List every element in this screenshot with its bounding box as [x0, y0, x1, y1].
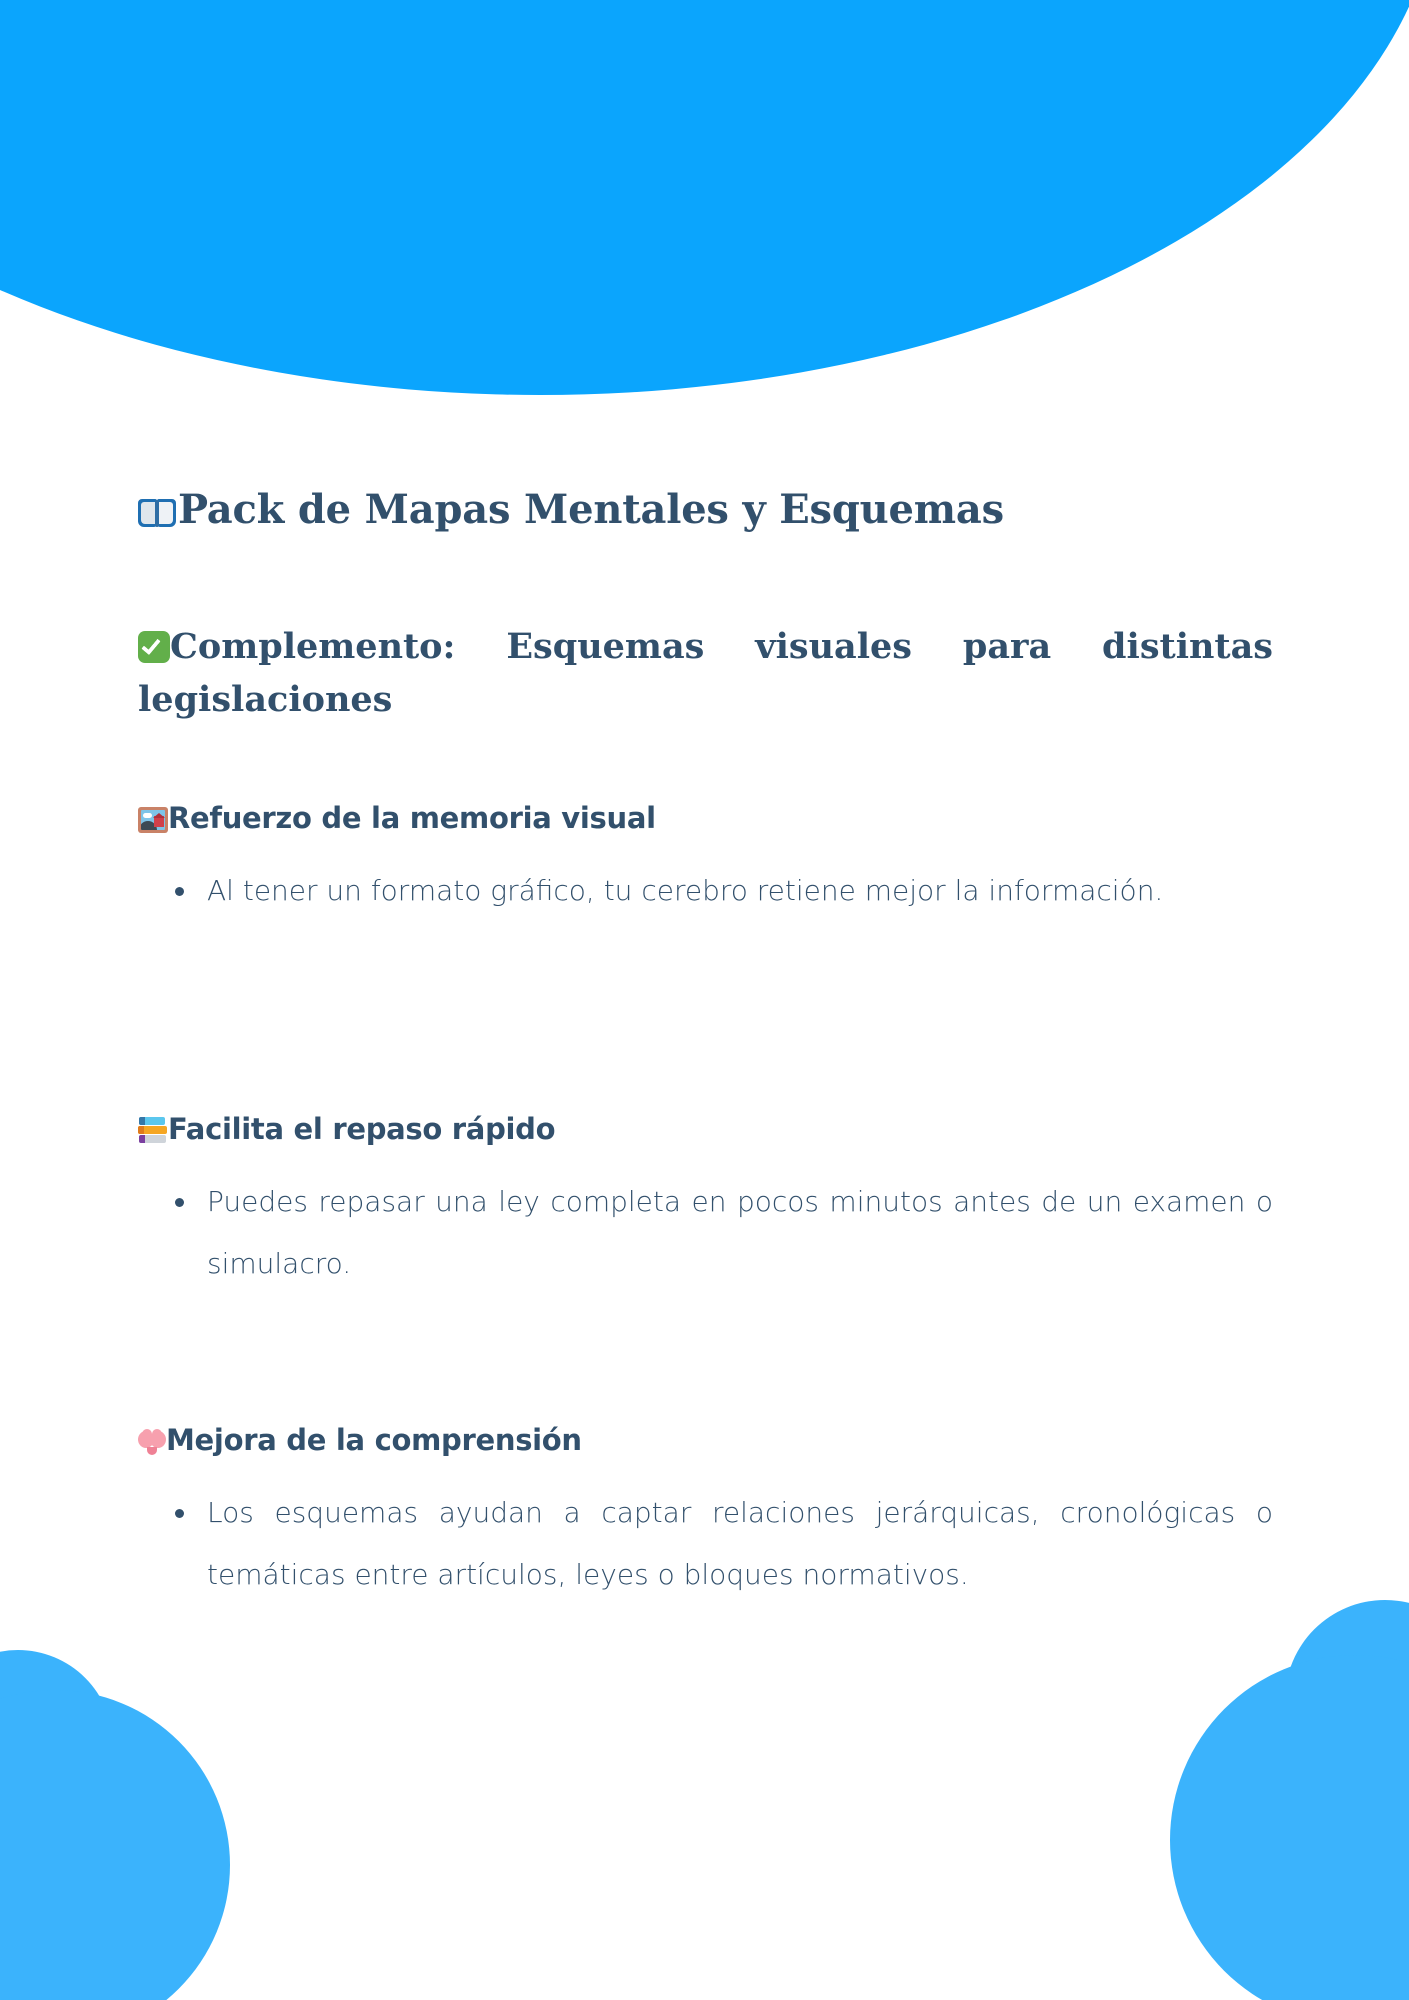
open-book-icon: [138, 498, 176, 528]
list-item: Al tener un formato gráfico, tu cerebro retiene mejor la información.: [138, 860, 1273, 922]
bullet-list: [138, 860, 1273, 922]
white-check-mark-icon: [138, 631, 170, 663]
section-heading: [138, 1111, 1273, 1147]
bullet-list: [138, 1171, 1273, 1294]
list-item: Los esquemas ayudan a captar relaciones jerárquicas, cronológicas o temáticas entre artículos, leyes o bloques normativos.: [138, 1482, 1273, 1605]
section-facilita-repaso-rapido: [138, 1111, 1273, 1294]
list-item: Puedes repasar una ley completa en pocos minutos antes de un examen o simulacro.: [138, 1171, 1273, 1294]
section-mejora-comprension: [138, 1422, 1273, 1605]
subtitle-text: Complemento: Esquemas visuales para distintas legislaciones: [138, 626, 1273, 721]
section-refuerzo-memoria-visual: [138, 800, 1273, 922]
section-heading-text: Facilita el repaso rápido: [168, 1112, 556, 1146]
section-heading: [138, 1422, 1273, 1458]
section-heading-text: Mejora de la comprensión: [166, 1423, 582, 1457]
subtitle: [138, 620, 1273, 726]
books-icon: [138, 1116, 168, 1144]
page-title: [138, 486, 1273, 533]
bullet-list: [138, 1482, 1273, 1605]
page-title-text: Pack de Mapas Mentales y Esquemas: [178, 486, 1004, 533]
brain-icon: [138, 1429, 166, 1455]
section-heading-text: Refuerzo de la memoria visual: [168, 801, 656, 835]
framed-picture-icon: [138, 807, 168, 833]
section-heading: [138, 800, 1273, 836]
